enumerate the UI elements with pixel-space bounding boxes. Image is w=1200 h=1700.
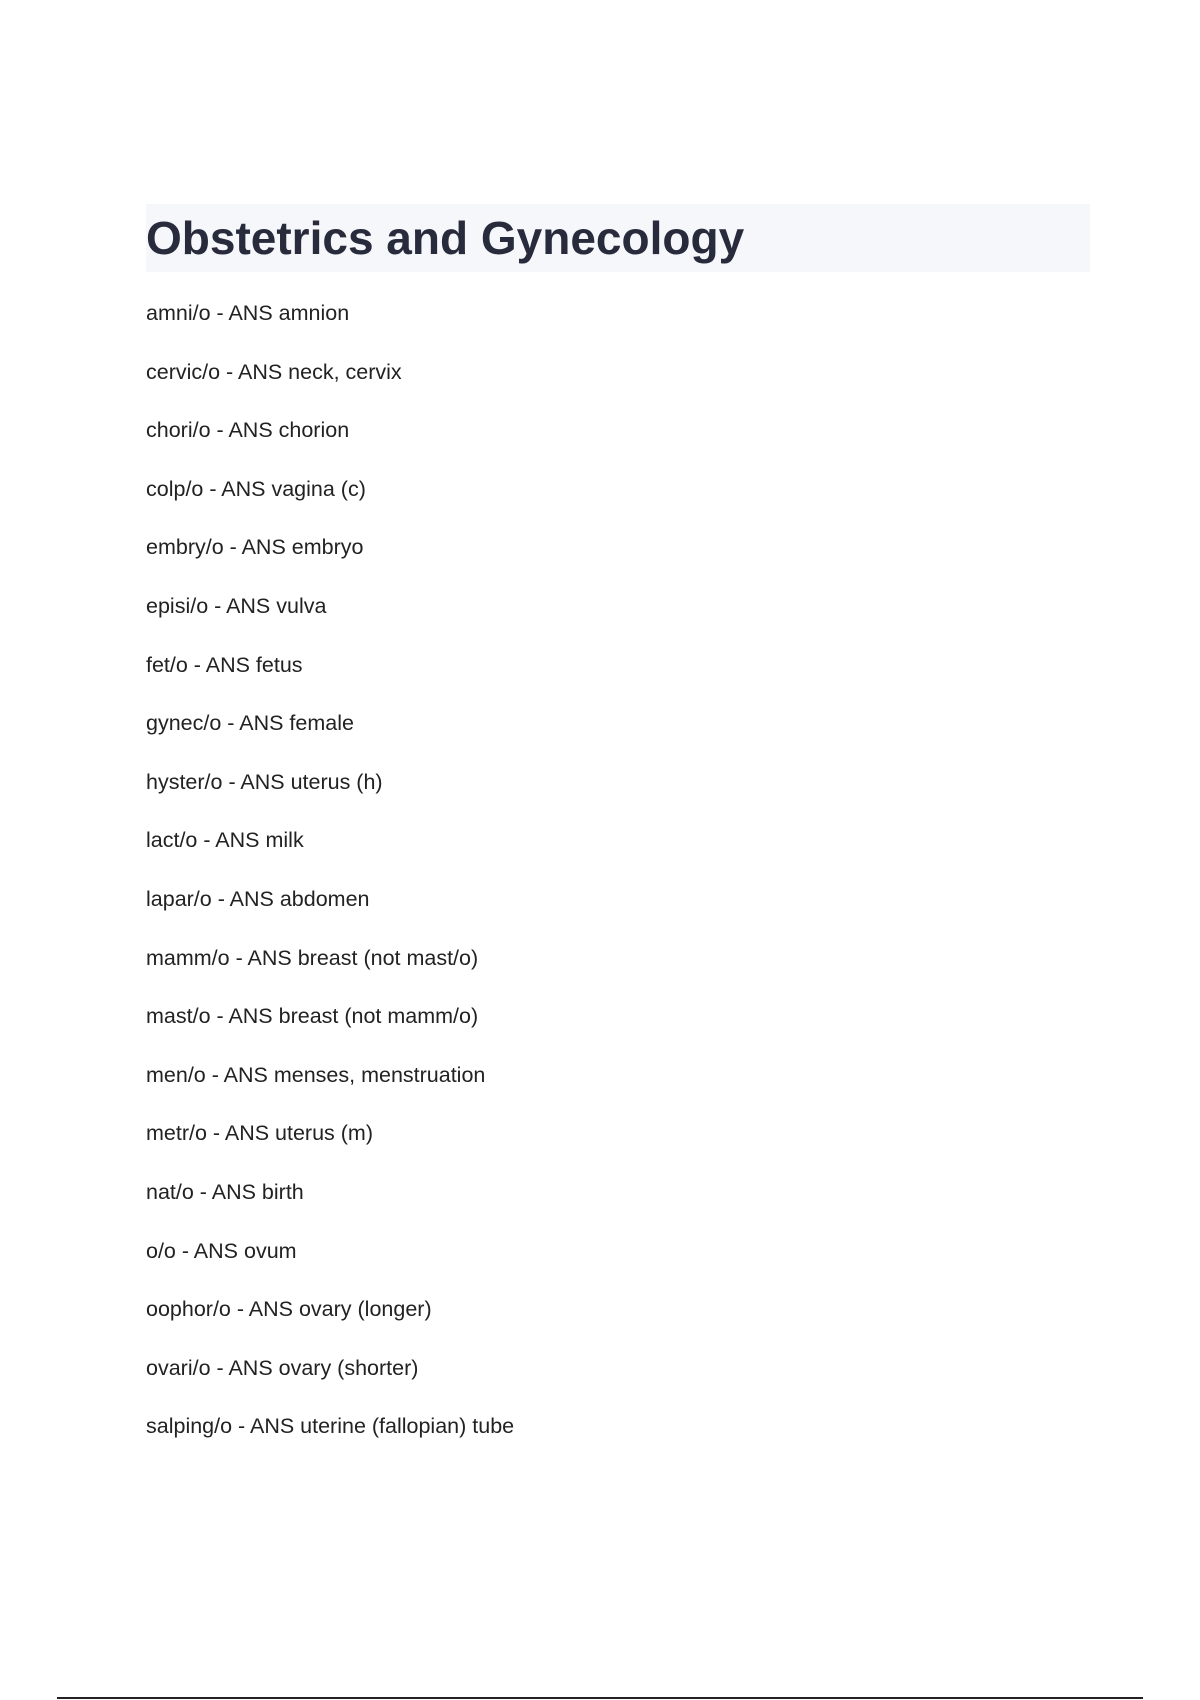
term-item	[146, 647, 514, 706]
term-item	[146, 588, 514, 647]
term-text: mamm/o - ANS breast (not mast/o)	[146, 945, 479, 970]
term-item	[146, 354, 514, 413]
footer-divider	[57, 1697, 1143, 1699]
term-text: chori/o - ANS chorion	[146, 418, 350, 443]
term-text: fet/o - ANS fetus	[146, 652, 303, 677]
term-text: embry/o - ANS embryo	[146, 535, 364, 560]
term-text: nat/o - ANS birth	[146, 1179, 304, 1204]
term-item	[146, 881, 514, 940]
term-item	[146, 1174, 514, 1233]
term-item	[146, 940, 514, 999]
term-item	[146, 822, 514, 881]
term-item	[146, 529, 514, 588]
page-title: Obstetrics and Gynecology	[146, 212, 745, 264]
term-text: gynec/o - ANS female	[146, 711, 354, 736]
term-text: metr/o - ANS uterus (m)	[146, 1121, 373, 1146]
term-item	[146, 998, 514, 1057]
term-text: episi/o - ANS vulva	[146, 593, 327, 618]
term-item	[146, 764, 514, 823]
term-text: o/o - ANS ovum	[146, 1238, 297, 1263]
term-item	[146, 1408, 514, 1467]
term-text: hyster/o - ANS uterus (h)	[146, 769, 383, 794]
term-list	[146, 295, 514, 1467]
term-text: ovari/o - ANS ovary (shorter)	[146, 1355, 419, 1380]
term-item	[146, 1115, 514, 1174]
term-item	[146, 1057, 514, 1116]
term-item	[146, 1291, 514, 1350]
term-text: oophor/o - ANS ovary (longer)	[146, 1297, 432, 1322]
term-text: colp/o - ANS vagina (c)	[146, 476, 366, 501]
term-text: amni/o - ANS amnion	[146, 301, 350, 325]
term-text: cervic/o - ANS neck, cervix	[146, 359, 402, 384]
term-item	[146, 705, 514, 764]
term-text: men/o - ANS menses, menstruation	[146, 1062, 486, 1087]
term-text: mast/o - ANS breast (not mamm/o)	[146, 1004, 479, 1029]
term-text: lact/o - ANS milk	[146, 828, 304, 853]
term-text: lapar/o - ANS abdomen	[146, 886, 370, 911]
term-item	[146, 471, 514, 530]
term-item	[146, 1350, 514, 1409]
term-item	[146, 412, 514, 471]
term-item	[146, 1233, 514, 1292]
term-text: salping/o - ANS uterine (fallopian) tube	[146, 1414, 515, 1439]
term-item	[146, 295, 514, 354]
